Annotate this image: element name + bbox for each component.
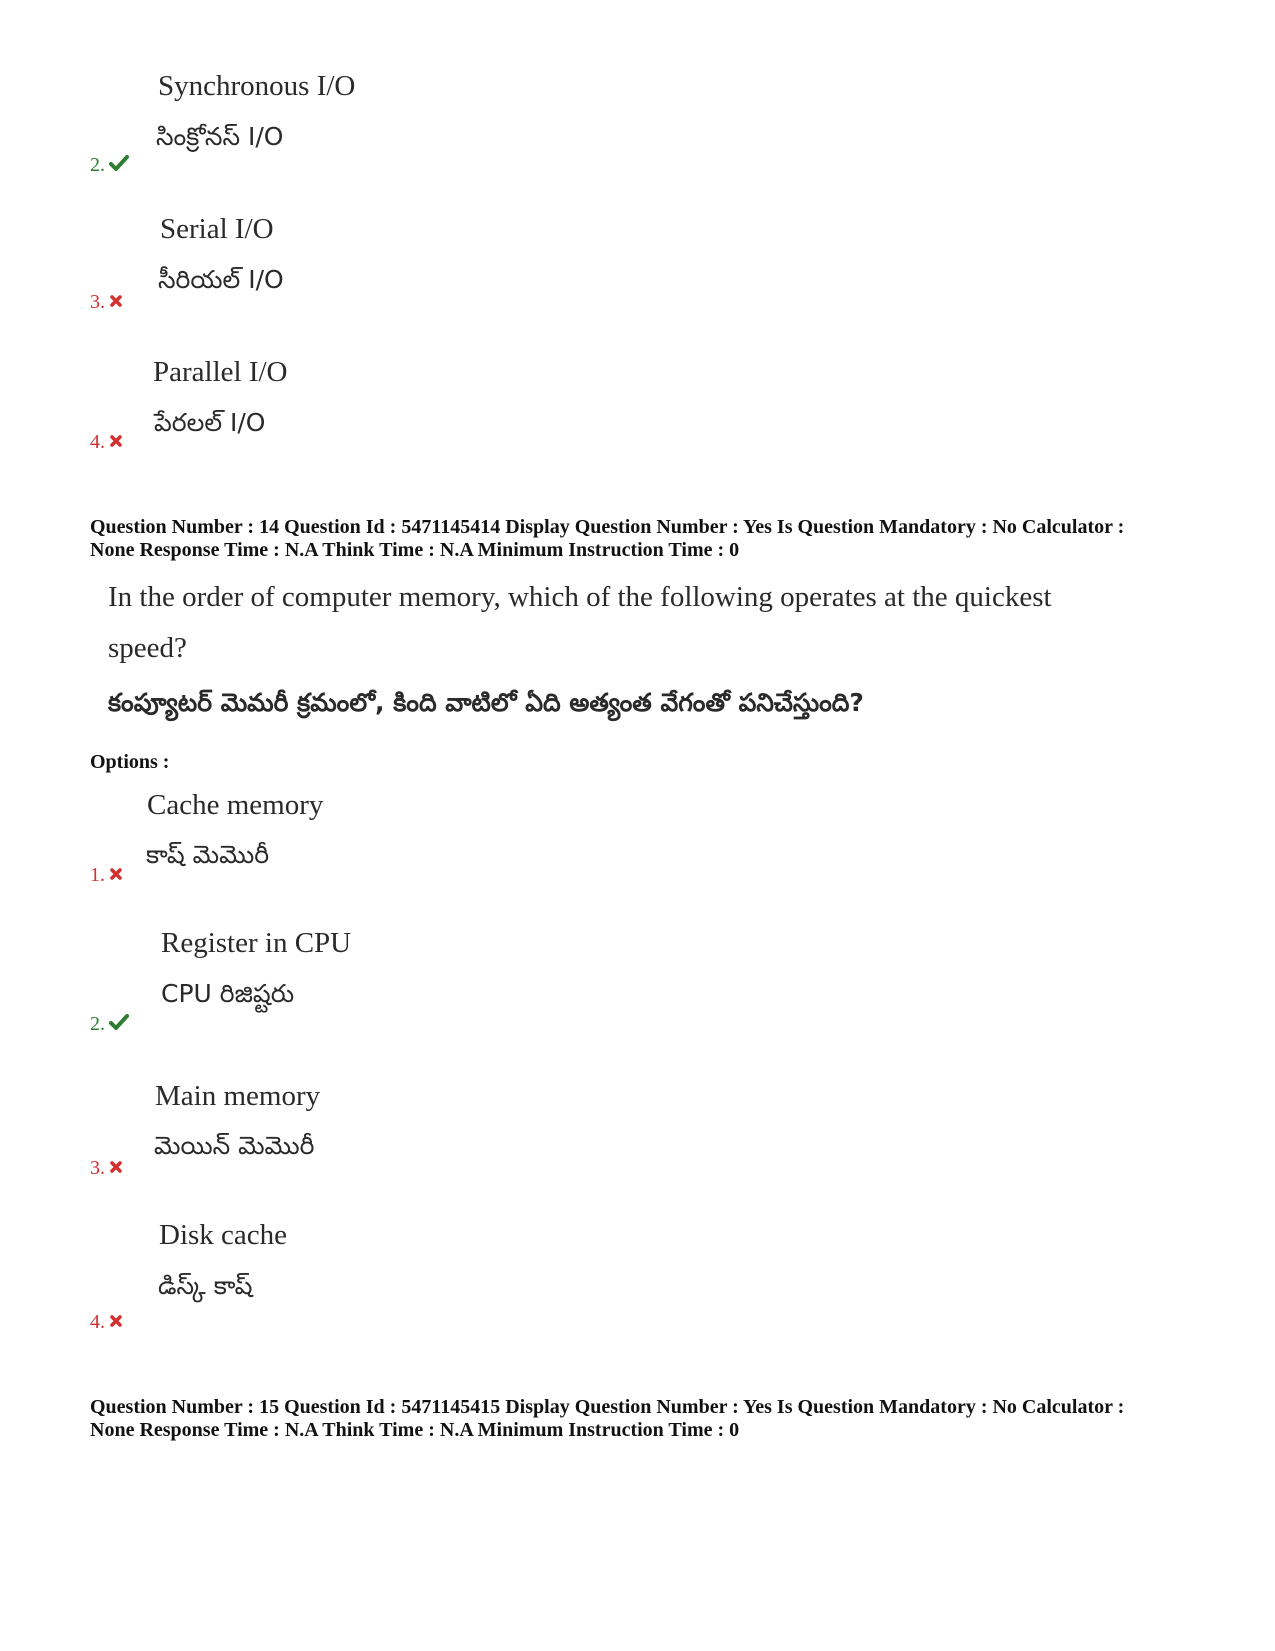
q14-option-3-telugu: మెయిన్ మెమొరీ — [154, 1131, 315, 1160]
option-number: 3. — [90, 1157, 105, 1179]
question-15-meta — [90, 1396, 1200, 1442]
option-4-marker — [90, 431, 123, 454]
option-number: 2. — [90, 154, 105, 176]
cross-icon — [109, 434, 123, 448]
option-2-telugu: సింక్రోనస్ I/O — [156, 122, 284, 151]
option-number: 4. — [90, 1311, 105, 1333]
question-meta-line-1: Question Number : 15 Question Id : 5471145415 Display Question Number : Yes Is Question Mandatory : No Calculator : — [90, 1396, 1125, 1418]
question-14-text-en-line-1: In the order of computer memory, which of the following operates at the quickest — [108, 581, 1052, 613]
option-number: 3. — [90, 291, 105, 313]
question-meta-line-2: None Response Time : N.A Think Time : N.A Minimum Instruction Time : 0 — [90, 1419, 740, 1441]
question-meta-line-2: None Response Time : N.A Think Time : N.A Minimum Instruction Time : 0 — [90, 539, 740, 561]
option-number: 1. — [90, 864, 105, 886]
cross-icon — [109, 294, 123, 308]
option-number: 4. — [90, 431, 105, 453]
option-2-english: Synchronous I/O — [158, 70, 356, 102]
option-number: 2. — [90, 1013, 105, 1035]
question-14-text-telugu: కంప్యూటర్ మెమరీ క్రమంలో, కింది వాటిలో ఏది అత్యంత వేగంతో పనిచేస్తుంది? — [108, 688, 864, 717]
cross-icon — [109, 1160, 123, 1174]
q14-option-1-english: Cache memory — [147, 789, 324, 821]
check-icon — [109, 1014, 129, 1030]
q14-option-4-marker — [90, 1311, 123, 1334]
check-icon — [109, 155, 129, 171]
q14-option-1-marker — [90, 864, 123, 887]
q14-option-2-english: Register in CPU — [161, 927, 352, 959]
option-2-marker — [90, 154, 129, 177]
option-3-marker — [90, 291, 123, 314]
question-14-meta — [90, 516, 1200, 562]
option-3-english: Serial I/O — [160, 213, 274, 245]
q14-option-2-marker — [90, 1013, 129, 1036]
options-label: Options : — [90, 751, 170, 773]
option-4-english: Parallel I/O — [153, 356, 288, 388]
q14-option-4-english: Disk cache — [159, 1219, 288, 1251]
q14-option-2-telugu: CPU రిజిష్టరు — [161, 979, 295, 1008]
cross-icon — [109, 1314, 123, 1328]
question-14-text-en-line-2: speed? — [108, 632, 187, 664]
q14-option-3-marker — [90, 1157, 123, 1180]
cross-icon — [109, 867, 123, 881]
option-3-telugu: సీరియల్ I/O — [158, 265, 284, 294]
q14-option-3-english: Main memory — [155, 1080, 321, 1112]
q14-option-4-telugu: డిస్క్ కాష్ — [158, 1271, 253, 1300]
option-4-telugu: పేరలల్ I/O — [154, 408, 266, 437]
question-meta-line-1: Question Number : 14 Question Id : 5471145414 Display Question Number : Yes Is Question Mandatory : No Calculator : — [90, 516, 1125, 538]
q14-option-1-telugu: కాష్ మెమొరీ — [146, 840, 270, 869]
